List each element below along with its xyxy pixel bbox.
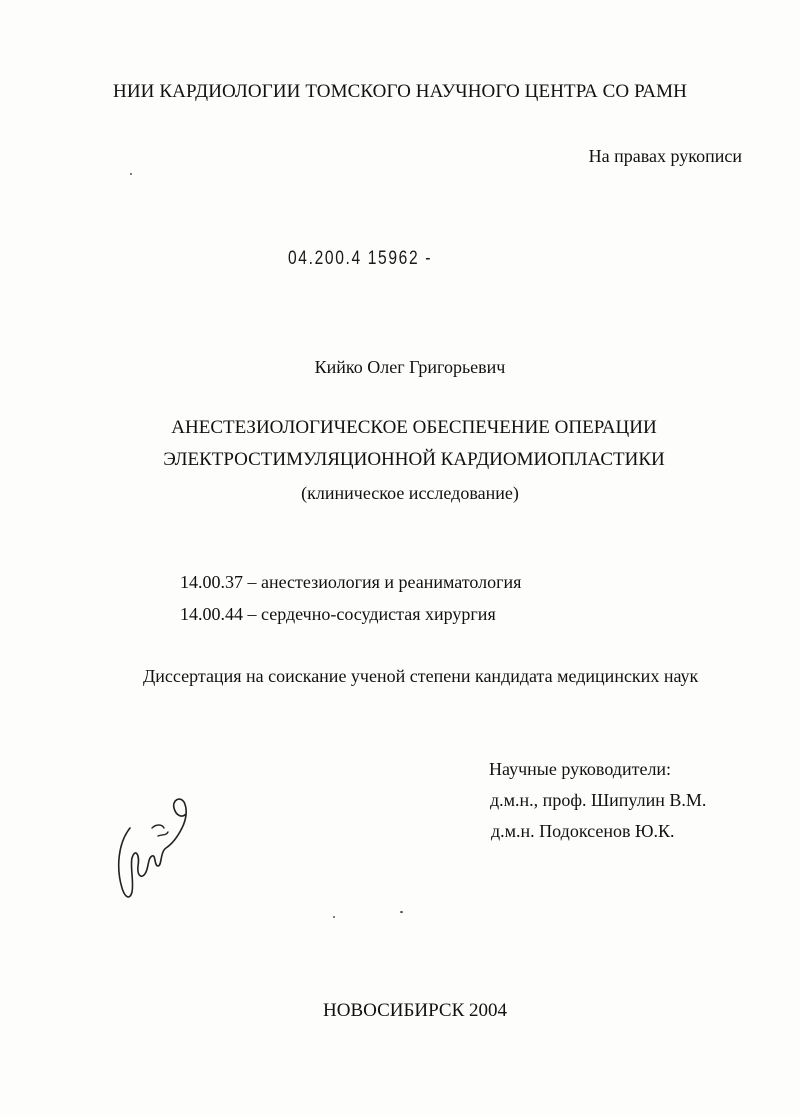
advisor-2: д.м.н. Подоксенов Ю.К. [491,821,675,841]
handwritten-signature [108,788,198,908]
thesis-title-line-1: АНЕСТЕЗИОЛОГИЧЕСКОЕ ОБЕСПЕЧЕНИЕ ОПЕРАЦИИ [171,417,657,438]
thesis-subtitle: (клиническое исследование) [301,483,519,503]
author-name: Кийко Олег Григорьевич [314,357,506,377]
institution-header: НИИ КАРДИОЛОГИИ ТОМСКОГО НАУЧНОГО ЦЕНТРА СО РАМН [113,81,687,102]
advisors-heading: Научные руководители: [489,759,672,779]
degree-statement: Диссертация на соискание ученой степени кандидата медицинских наук [143,666,699,686]
scan-speck [400,911,403,913]
rights-notice: На правах рукописи [588,146,742,166]
specialty-code-1: 14.00.37 – анестезиология и реаниматология [180,572,522,592]
scan-speck [333,916,335,918]
specialty-code-2: 14.00.44 – сердечно-сосудистая хирургия [180,604,496,624]
thesis-title-line-2: ЭЛЕКТРОСТИМУЛЯЦИОННОЙ КАРДИОМИОПЛАСТИКИ [163,449,665,470]
advisor-1: д.м.н., проф. Шипулин В.М. [490,790,707,810]
registration-number: 04.200.4 15962 - [288,248,433,269]
scan-speck [130,173,132,175]
city-year: НОВОСИБИРСК 2004 [323,1000,507,1021]
